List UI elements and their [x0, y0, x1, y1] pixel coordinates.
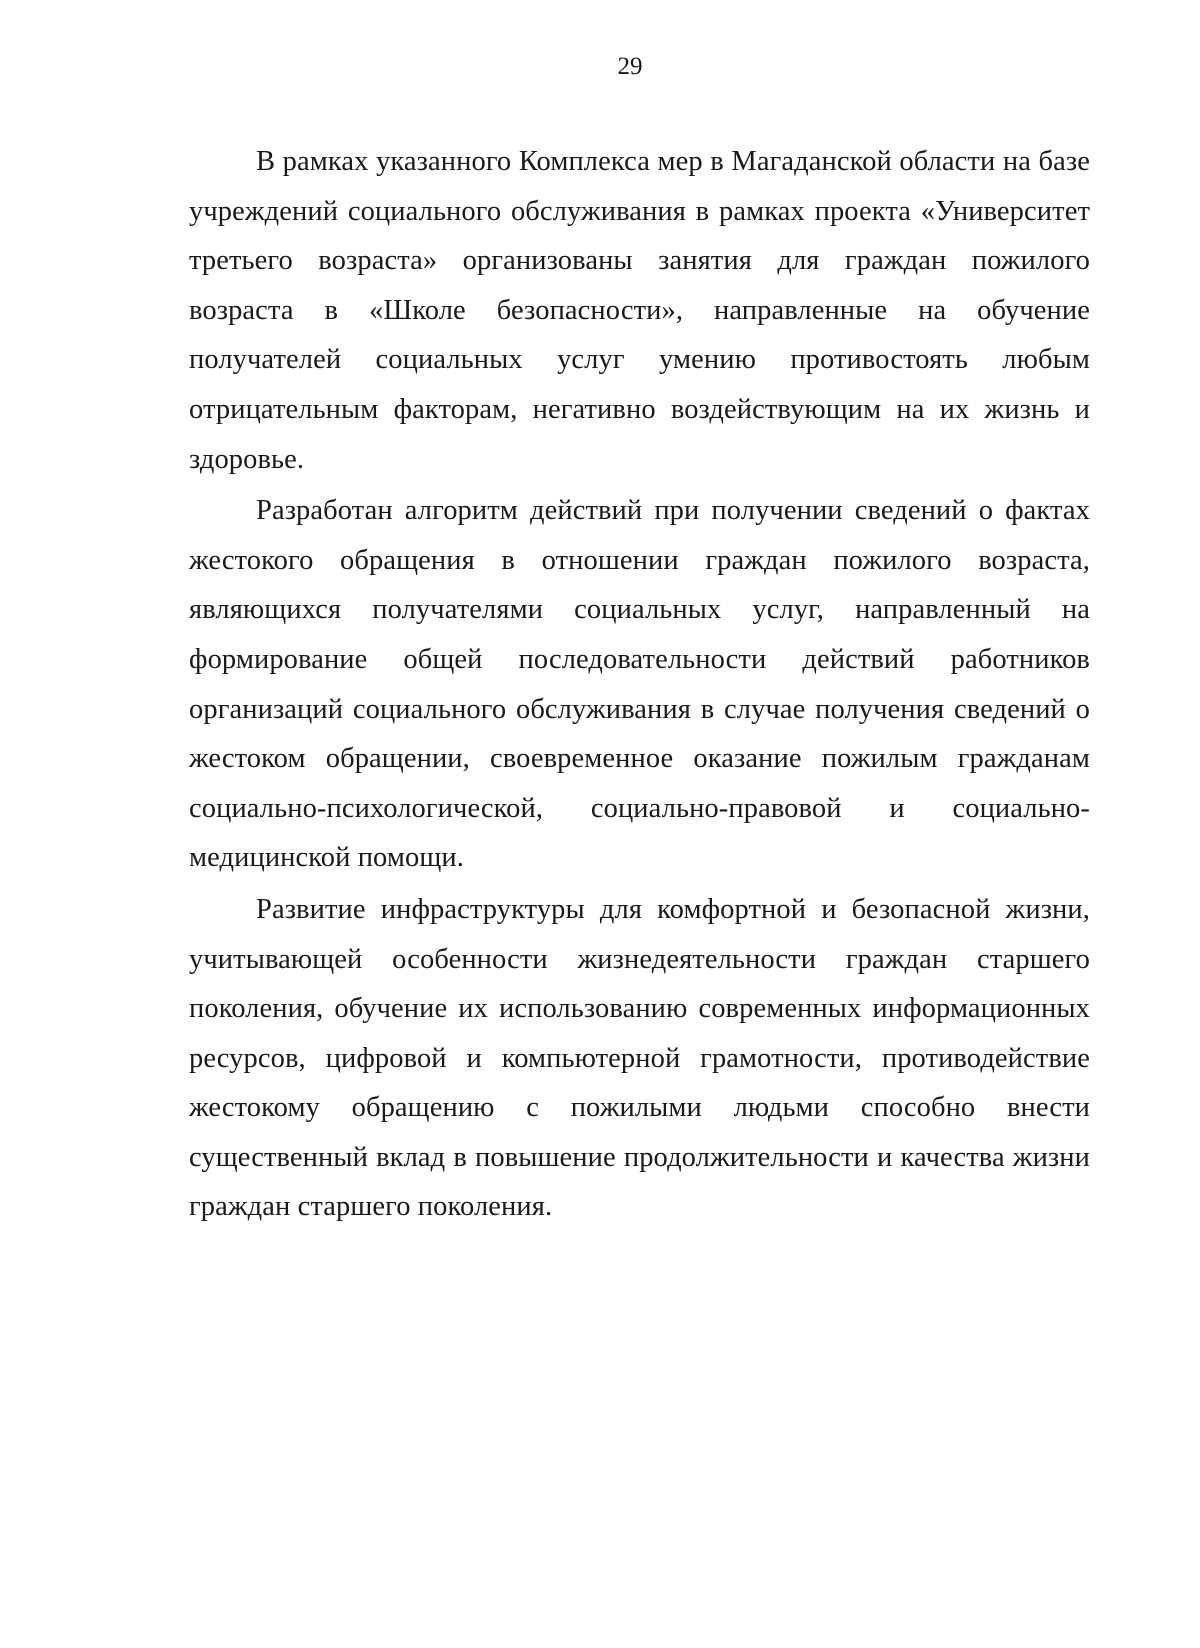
paragraph-university-third-age: В рамках указанного Комплекса мер в Магаданской области на базе учреждений социального обслуживания в рамках проекта «Университет третьего возраста» организованы занятия для граждан пожилого возраста в «Школе безопасности», направленные на обучение получателей социальных услуг умению противостоять любым отрицательным факторам, негативно воздействующим на их жизнь и здоровье. — [189, 146, 1090, 475]
document-body — [189, 137, 1090, 1234]
page-number: 29 — [617, 53, 643, 80]
paragraph-abuse-algorithm: Разработан алгоритм действий при получении сведений о фактах жестокого обращения в отношении граждан пожилого возраста, являющихся получателями социальных услуг, направленный на формирование общей последовательности действий работников организаций социального обслуживания в случае получения сведений о жестоком обращении, своевременное оказание пожилым гражданам социально-психологической, социально-правовой и социально-медицинской помощи. — [189, 495, 1090, 874]
paragraph-infrastructure-development: Развитие инфраструктуры для комфортной и безопасной жизни, учитывающей особенности жизнедеятельности граждан старшего поколения, обучение их использованию современных информационных ресурсов, цифровой и компьютерной грамотности, противодействие жестокому обращению с пожилыми людьми способно внести существенный вклад в повышение продолжительности и качества жизни граждан старшего поколения. — [189, 893, 1090, 1223]
